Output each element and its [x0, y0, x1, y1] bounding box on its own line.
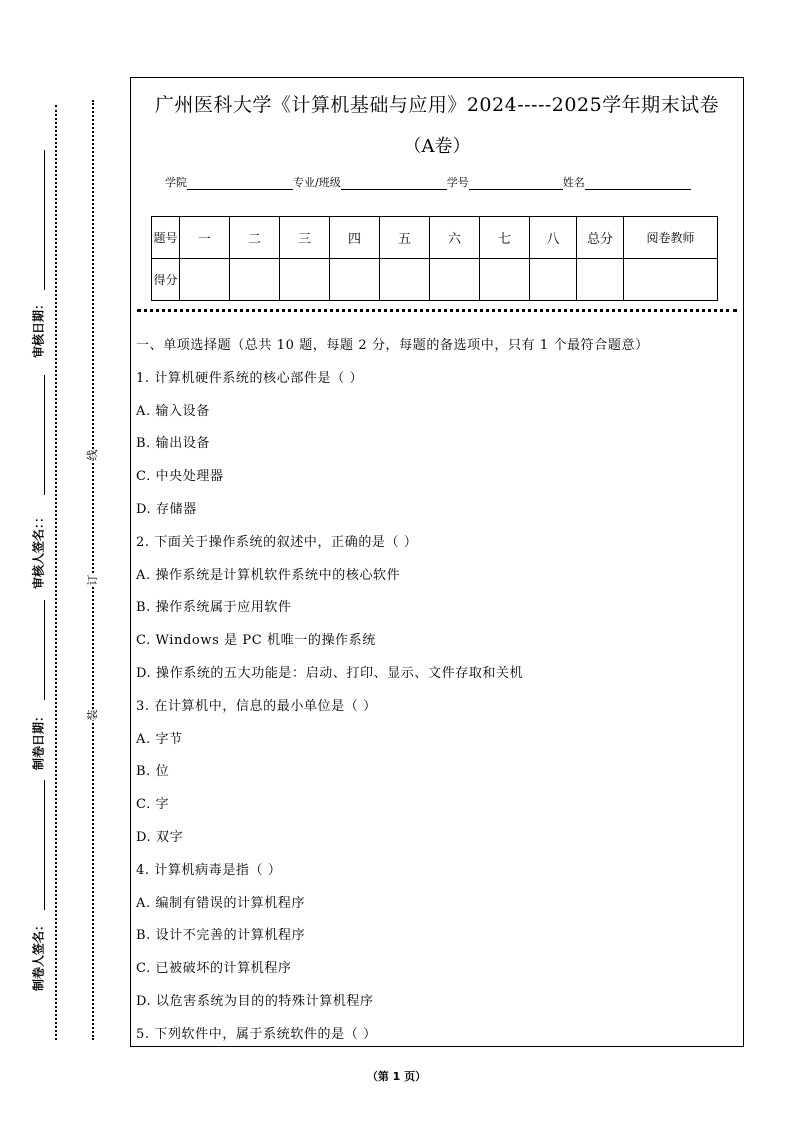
- exam-title: 广州医科大学《计算机基础与应用》2024-----2025学年期末试卷: [154, 94, 720, 116]
- bind-char-xian: 线: [86, 449, 99, 461]
- col-head: 六: [430, 217, 480, 259]
- option-line: B. 位: [136, 764, 170, 780]
- score-cell[interactable]: [280, 259, 330, 301]
- college-field[interactable]: [187, 177, 293, 190]
- score-cell[interactable]: [480, 259, 530, 301]
- bind-char-ding: 订: [86, 574, 99, 586]
- score-cell-total[interactable]: [577, 259, 624, 301]
- name-label: 姓名: [562, 176, 585, 189]
- page-number: （第 1 页）: [366, 1070, 427, 1083]
- col-head: 一: [180, 217, 230, 259]
- option-line: A. 操作系统是计算机软件系统中的核心软件: [136, 567, 401, 583]
- name-field[interactable]: [585, 177, 691, 190]
- option-line: A. 输入设备: [136, 403, 210, 419]
- score-cell-grader[interactable]: [624, 259, 718, 301]
- option-line: B. 设计不完善的计算机程序: [136, 928, 306, 944]
- option-line: C. 字: [136, 797, 170, 813]
- score-table-score-row: [152, 259, 718, 301]
- row-head-score: 得分: [152, 259, 180, 301]
- option-line: C. 中央处理器: [136, 469, 224, 485]
- row-head-question-no: 题号: [152, 217, 180, 259]
- question-line: 3. 在计算机中，信息的最小单位是（ ）: [136, 698, 377, 714]
- col-head: 二: [230, 217, 280, 259]
- review-date-line: [44, 150, 45, 290]
- make-date-line: [44, 600, 45, 700]
- section-heading: 一、单项选择题（总共 10 题，每题 2 分，每题的备选项中，只有 1 个最符合题意）: [136, 338, 649, 353]
- col-head-total: 总分: [577, 217, 624, 259]
- reviewer-sign-line: [44, 375, 45, 495]
- question-line: 2. 下面关于操作系统的叙述中，正确的是（ ）: [136, 534, 418, 550]
- col-head: 七: [480, 217, 530, 259]
- col-head: 五: [380, 217, 430, 259]
- score-cell[interactable]: [330, 259, 380, 301]
- score-cell[interactable]: [230, 259, 280, 301]
- score-cell[interactable]: [380, 259, 430, 301]
- outer-dotted-line: [55, 105, 57, 1040]
- col-head: 四: [330, 217, 380, 259]
- option-line: D. 操作系统的五大功能是：启动、打印、显示、文件存取和关机: [136, 665, 524, 681]
- major-class-label: 专业/班级: [293, 176, 341, 189]
- option-line: B. 输出设备: [136, 436, 211, 452]
- exam-subtitle: （A卷）: [403, 136, 471, 157]
- student-info-row: [165, 174, 691, 190]
- question-content: [136, 330, 743, 1052]
- score-cell[interactable]: [180, 259, 230, 301]
- section-divider: [137, 309, 737, 312]
- bind-char-zhuang: 装: [86, 709, 99, 721]
- college-label: 学院: [165, 176, 187, 189]
- score-table: [151, 216, 718, 301]
- question-line: 1. 计算机硬件系统的核心部件是（ ）: [136, 370, 364, 386]
- score-cell[interactable]: [530, 259, 577, 301]
- col-head: 八: [530, 217, 577, 259]
- option-line: B. 操作系统属于应用软件: [136, 600, 292, 616]
- student-id-label: 学号: [446, 176, 469, 189]
- option-line: D. 存储器: [136, 501, 197, 517]
- exam-frame: [130, 77, 744, 1047]
- score-table-header-row: [152, 217, 718, 259]
- question-line: 4. 计算机病毒是指（ ）: [136, 862, 282, 878]
- maker-sign-line: [44, 780, 45, 910]
- student-id-field[interactable]: [469, 177, 563, 190]
- option-line: C. Windows 是 PC 机唯一的操作系统: [136, 633, 376, 649]
- option-line: A. 编制有错误的计算机程序: [136, 895, 306, 911]
- option-line: D. 双字: [136, 829, 184, 845]
- option-line: A. 字节: [136, 731, 183, 747]
- col-head: 三: [280, 217, 330, 259]
- option-line: C. 已被破坏的计算机程序: [136, 961, 292, 977]
- question-line: 5. 下列软件中，属于系统软件的是（ ）: [136, 1026, 377, 1042]
- option-line: D. 以危害系统为目的的特殊计算机程序: [136, 993, 374, 1009]
- inner-dotted-line: [92, 100, 94, 1040]
- major-class-field[interactable]: [341, 177, 447, 190]
- col-head-grader: 阅卷教师: [624, 217, 718, 259]
- score-cell[interactable]: [430, 259, 480, 301]
